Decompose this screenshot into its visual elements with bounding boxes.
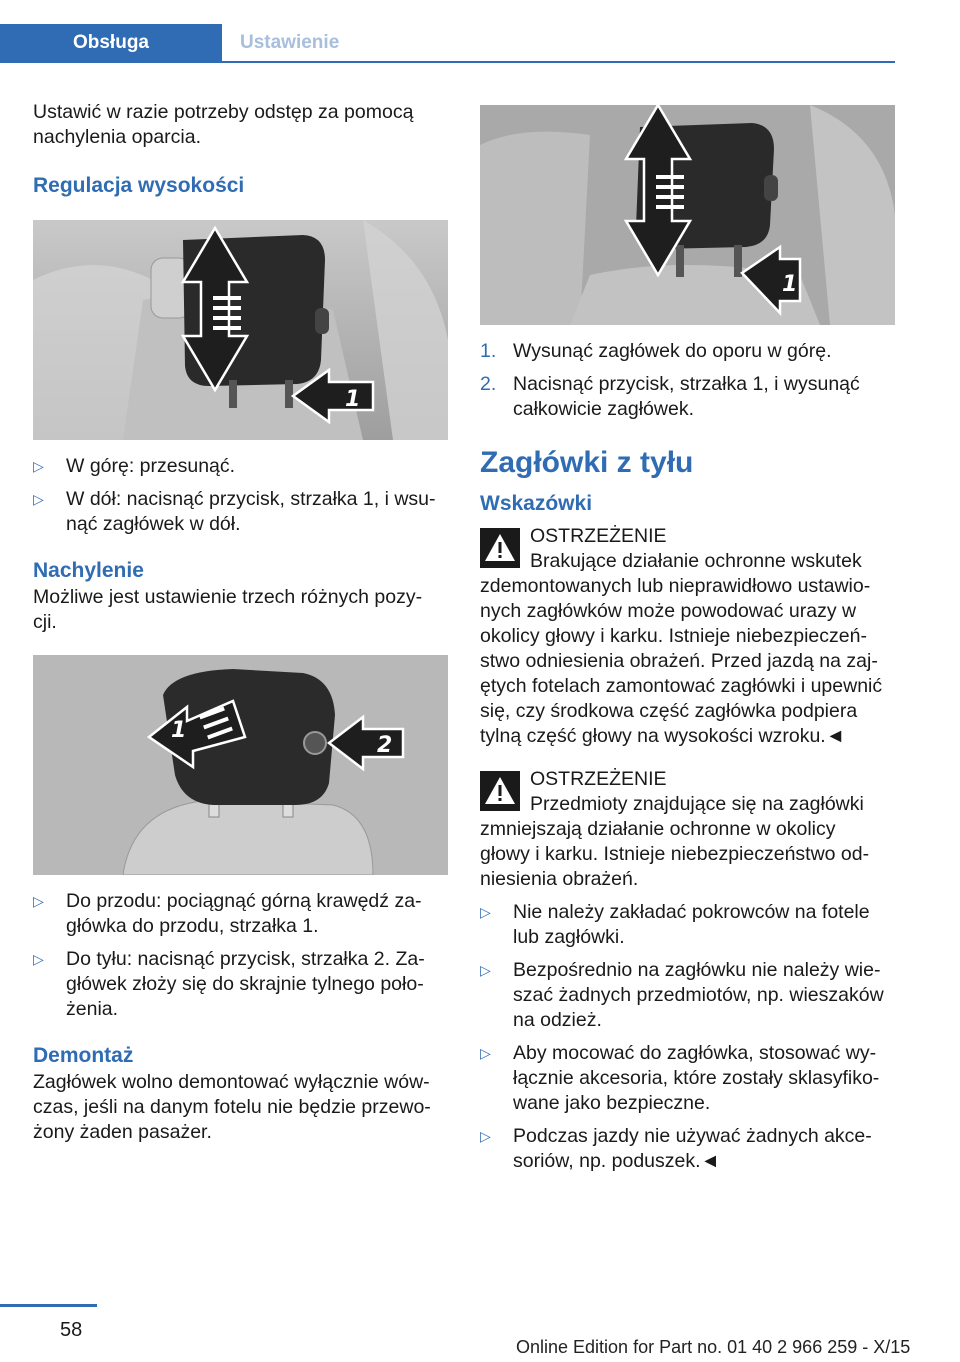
list-item-text: Do tyłu: nacisnąć przycisk, strzałka 2. Za- główek złoży się do skrajnie tylnego poło- żenia. xyxy=(66,948,425,1020)
bullet-triangle-icon: ▷ xyxy=(33,893,44,909)
list-item-text: W górę: przesunąć. xyxy=(66,455,236,477)
list-item xyxy=(33,947,449,1022)
step-number: 2. xyxy=(480,373,497,395)
list-item-text: Do przodu: pociągnąć górną krawędź za- główka do przodu, strzałka 1. xyxy=(66,890,422,937)
removal-text: Zagłówek wolno demontować wyłącznie wów- czas, jeśli na danym fotelu nie będzie przewo- żony żaden pasażer. xyxy=(33,1071,431,1143)
right-column xyxy=(480,105,896,1182)
header-tabs xyxy=(0,24,895,62)
bullet-triangle-icon: ▷ xyxy=(33,491,44,507)
notes-heading: Wskazówki xyxy=(480,492,593,515)
tab-obsluga[interactable]: Obsługa xyxy=(0,24,222,62)
list-item xyxy=(480,1041,896,1116)
tilt-button-icon xyxy=(304,732,326,754)
footer-rule xyxy=(0,1304,97,1307)
height-heading: Regulacja wysokości xyxy=(33,174,245,197)
intro-text: Ustawić w razie potrzeby odstęp za pomocą nachylenia oparcia. xyxy=(33,101,414,148)
figure1-arrow-label: 1 xyxy=(345,387,361,412)
tilt-text: Możliwe jest ustawienie trzech różnych pozy- cji. xyxy=(33,586,423,633)
edition-text: Online Edition for Part no. 01 40 2 966 259 - X/15 xyxy=(516,1337,911,1357)
bullet-triangle-icon: ▷ xyxy=(480,904,491,920)
list-item xyxy=(33,454,449,479)
step-item xyxy=(480,339,896,364)
list-item xyxy=(480,900,896,950)
warning1-title: OSTRZEŻENIE xyxy=(530,525,667,547)
tab-ustawienie[interactable]: Ustawienie xyxy=(240,32,340,53)
figure2-arrow1-label: 1 xyxy=(171,718,187,743)
list-item-text: Aby mocować do zagłówka, stosować wy- łącznie akcesoria, które zostały sklasyfiko- wane jako bezpieczne. xyxy=(513,1042,880,1114)
warning2-body: zmniejszają działanie ochronne w okolicy głowy i karku. Istnieje niebezpieczeństwo od- niesienia obrażeń. xyxy=(480,818,870,890)
left-column xyxy=(33,100,449,1145)
header-rule xyxy=(0,61,895,63)
bullet-triangle-icon: ▷ xyxy=(480,1045,491,1061)
bullet-triangle-icon: ▷ xyxy=(480,962,491,978)
list-item xyxy=(480,958,896,1033)
step-item xyxy=(480,372,896,422)
warning-triangle-icon xyxy=(480,528,520,568)
warning2-lead: Przedmioty znajdujące się na zagłówki xyxy=(530,793,864,815)
list-item-text: Podczas jazdy nie używać żadnych akce- soriów, np. poduszek.◄ xyxy=(513,1125,872,1172)
bullet-triangle-icon: ▷ xyxy=(480,1128,491,1144)
removal-heading: Demontaż xyxy=(33,1044,134,1067)
warning-bullets xyxy=(480,900,896,1174)
figure-height-adjust xyxy=(33,220,448,440)
bullet-triangle-icon: ▷ xyxy=(33,458,44,474)
list-item xyxy=(480,1124,896,1174)
warning-block-2 xyxy=(480,767,896,892)
figure2-arrow2-label: 2 xyxy=(377,733,393,758)
tilt-bullets xyxy=(33,889,449,1022)
height-bullets xyxy=(33,454,449,537)
warning-triangle-icon xyxy=(480,771,520,811)
warning1-body: zdemontowanych lub nieprawidłowo ustawio- nych zagłówków może powodować urazy w okolicy głowy i karku. Istnieje niebezpieczeń- stwo odniesienia obrażeń. Przed jazdą na zaj- ętych fotelach zamontować zagłówki i upewnić się, czy środkowa część zagłówka podpiera tylną część głowy na wysokości wzroku.◄ xyxy=(480,575,883,747)
list-item-text: Nie należy zakładać pokrowców na fotele lub zagłówki. xyxy=(513,901,870,948)
step-text: Wysunąć zagłówek do oporu w górę. xyxy=(513,340,832,362)
page-number: 58 xyxy=(60,1319,83,1341)
bullet-triangle-icon: ▷ xyxy=(33,951,44,967)
figure3-arrow-label: 1 xyxy=(782,272,798,297)
step-text: Nacisnąć przycisk, strzałka 1, i wysunąć całkowicie zagłówek. xyxy=(513,373,860,420)
list-item-text: W dół: nacisnąć przycisk, strzałka 1, i wsu- nąć zagłówek w dół. xyxy=(66,488,436,535)
removal-steps xyxy=(480,339,896,422)
list-item xyxy=(33,487,449,537)
warning2-title: OSTRZEŻENIE xyxy=(530,768,667,790)
figure-tilt-adjust xyxy=(33,655,448,875)
figure-remove-headrest xyxy=(480,105,895,325)
list-item-text: Bezpośrednio na zagłówku nie należy wie- szać żadnych przedmiotów, np. wieszaków na odzież. xyxy=(513,959,884,1031)
warning1-lead: Brakujące działanie ochronne wskutek xyxy=(530,550,862,572)
tilt-heading: Nachylenie xyxy=(33,559,144,582)
rear-headrests-heading: Zagłówki z tyłu xyxy=(480,446,694,479)
step-number: 1. xyxy=(480,340,497,362)
warning-block-1 xyxy=(480,524,896,749)
list-item xyxy=(33,889,449,939)
